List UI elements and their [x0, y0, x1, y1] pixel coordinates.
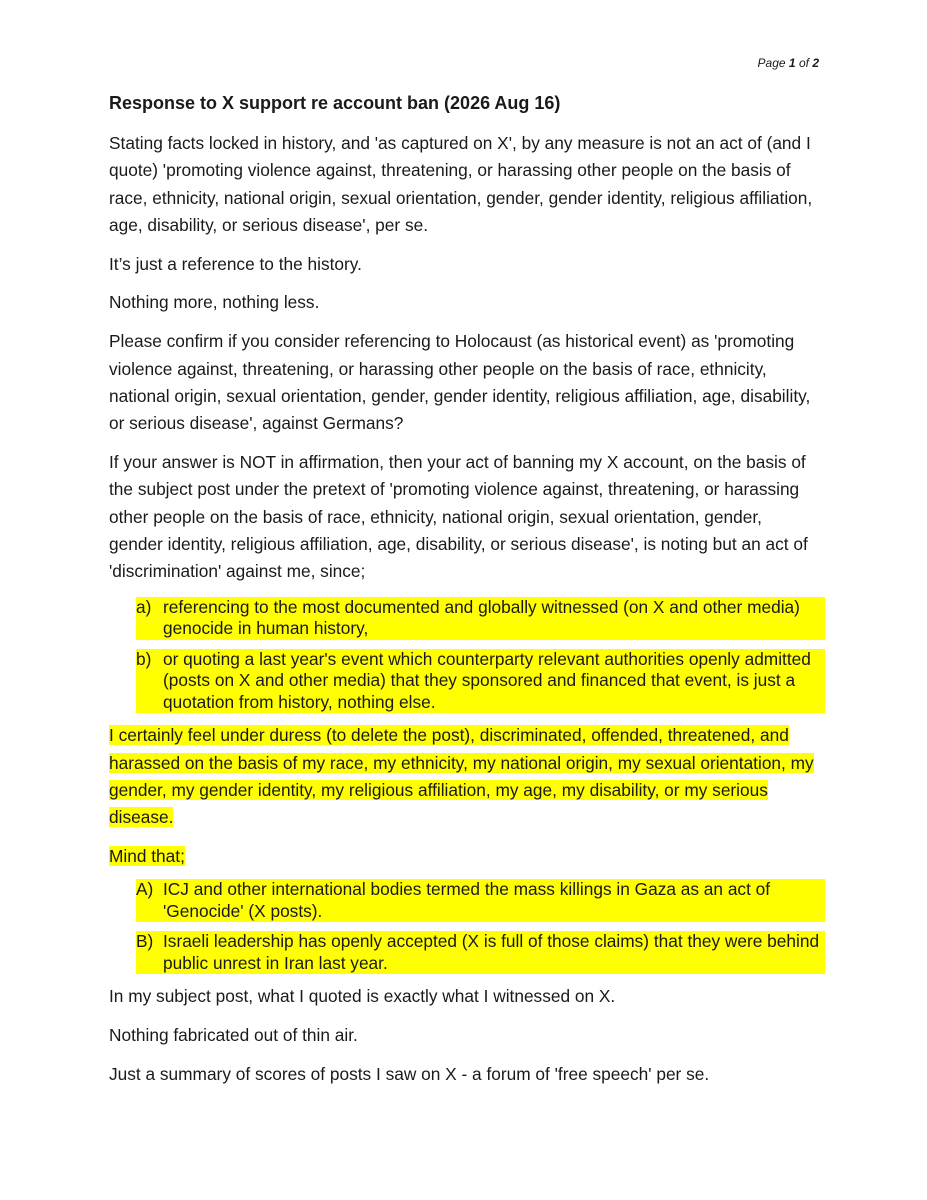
paragraph-nothing-more: Nothing more, nothing less.: [109, 292, 320, 313]
paragraph-reference: It’s just a reference to the history.: [109, 253, 362, 274]
page-number-current: 1: [788, 56, 796, 70]
list-item: [136, 597, 825, 640]
paragraph-facts: Stating facts locked in history, and 'as captured on X', by any measure is not an act of (and I quote) 'promoting violence against, threatening, or harassing other people on the basis of race, ethnicity, national origin, sexual orientation, gender, gender identity, religious affiliation, age, disability, or serious disease', per se.: [109, 133, 813, 235]
paragraph-discrimination: If your answer is NOT in affirmation, then your act of banning my X account, on the basis of the subject post under the pretext of 'promoting violence against, threatening, or harassing other people on the basis of race, ethnicity, national origin, sexual orientation, gender, gender identity, religious affiliation, age, disability, or serious disease', is noting but an act of 'discrimination' against me, since;: [109, 451, 808, 582]
page-number-of: of: [798, 56, 809, 70]
paragraph-mind-that: [109, 843, 819, 870]
document-body: [109, 130, 819, 1100]
paragraph-nothing-fabricated: Nothing fabricated out of thin air.: [109, 1025, 358, 1046]
highlighted-duress-text: I certainly feel under duress (to delete the post), discriminated, offended, threatened, and harassed on the basis of my race, my ethnicity, my national origin, my sexual orientation, my gender, my gender identity, my religious affiliation, my age, my disability, or my serious disease.: [109, 725, 814, 828]
list-item: [136, 931, 825, 974]
page-number-total: 2: [812, 56, 819, 70]
paragraph-confirm-question: Please confirm if you consider referencing to Holocaust (as historical event) as 'promoting violence against, threatening, or harassing other people on the basis of race, ethnicity, national origin, sexual orientation, gender, gender identity, religious affiliation, age, disability, or serious disease', against Germans?: [109, 331, 811, 434]
paragraph-summary: Just a summary of scores of posts I saw on X - a forum of 'free speech' per se.: [109, 1064, 710, 1085]
paragraph-duress: [109, 722, 819, 831]
list-marker: a): [136, 596, 152, 617]
list-item-text: ICJ and other international bodies termed the mass killings in Gaza as an act of 'Genocide' (X posts).: [163, 879, 771, 921]
since-list: [109, 597, 819, 714]
list-item-text: Israeli leadership has openly accepted (X is full of those claims) that they were behind public unrest in Iran last year.: [163, 931, 820, 973]
list-item: [136, 879, 825, 922]
list-item-text: or quoting a last year's event which counterparty relevant authorities openly admitted (posts on X and other media) that they sponsored and financed that event, is just a quotation from history, nothing else.: [163, 648, 811, 712]
highlighted-mind-that: Mind that;: [109, 846, 185, 867]
page-number: [758, 56, 819, 70]
mind-list: [109, 879, 819, 974]
list-item: [136, 649, 825, 714]
list-marker: A): [136, 879, 154, 900]
list-marker: b): [136, 648, 152, 669]
list-item-text: referencing to the most documented and globally witnessed (on X and other media) genocide in human history,: [163, 596, 800, 639]
page-number-label: Page: [757, 56, 786, 70]
paragraph-subject-post: In my subject post, what I quoted is exactly what I witnessed on X.: [109, 986, 616, 1007]
document-title: Response to X support re account ban (2026 Aug 16): [109, 93, 561, 113]
list-marker: B): [136, 931, 154, 952]
